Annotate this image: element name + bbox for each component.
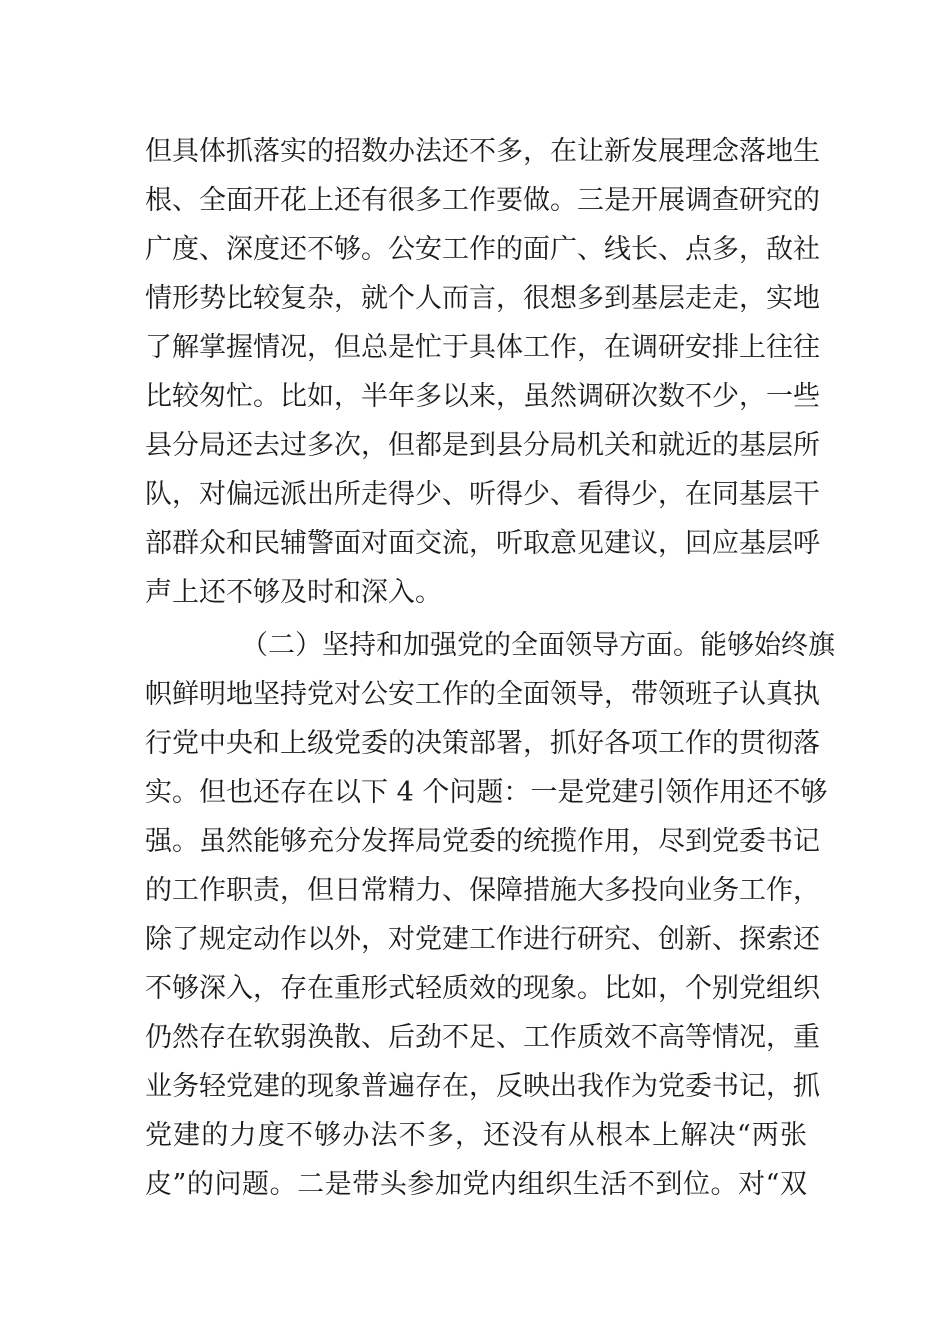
text-line: 县分局还去过多次，但都是到县分局机关和就近的基层所 bbox=[145, 430, 820, 461]
text-line: 皮”的问题。二是带头参加党内组织生活不到位。对“双 bbox=[145, 1169, 807, 1200]
text-line: 声上还不够及时和深入。 bbox=[145, 577, 442, 608]
text-line: 业务轻党建的现象普遍存在，反映出我作为党委书记，抓 bbox=[145, 1071, 820, 1102]
section-heading-line: （二）坚持和加强党的全面领导方面。能够始终旗 bbox=[241, 630, 835, 661]
text-line: 了解掌握情况，但总是忙于具体工作，在调研安排上往往 bbox=[145, 332, 820, 363]
text-line: 比较匆忙。比如，半年多以来，虽然调研次数不少，一些 bbox=[145, 381, 820, 412]
text-line: 除了规定动作以外，对党建工作进行研究、创新、探索还 bbox=[145, 924, 820, 955]
text-line: 队，对偏远派出所走得少、听得少、看得少，在同基层干 bbox=[145, 479, 820, 510]
text-line: 广度、深度还不够。公安工作的面广、线长、点多，敌社 bbox=[145, 234, 820, 265]
text-line: 的工作职责，但日常精力、保障措施大多投向业务工作， bbox=[145, 875, 820, 906]
text-line: 帜鲜明地坚持党对公安工作的全面领导，带领班子认真执 bbox=[145, 679, 820, 710]
text-line: 强。虽然能够充分发挥局党委的统揽作用，尽到党委书记 bbox=[145, 826, 820, 857]
text-line: 仍然存在软弱涣散、后劲不足、工作质效不高等情况，重 bbox=[145, 1022, 820, 1053]
text-line: 实。但也还存在以下 4 个问题：一是党建引领作用还不够 bbox=[145, 777, 828, 808]
text-line: 部群众和民辅警面对面交流，听取意见建议，回应基层呼 bbox=[145, 528, 820, 559]
text-line: 但具体抓落实的招数办法还不多，在让新发展理念落地生 bbox=[145, 136, 820, 167]
text-line: 行党中央和上级党委的决策部署，抓好各项工作的贯彻落 bbox=[145, 728, 820, 759]
text-line: 根、全面开花上还有很多工作要做。三是开展调查研究的 bbox=[145, 185, 820, 216]
text-line: 情形势比较复杂，就个人而言，很想多到基层走走，实地 bbox=[145, 283, 820, 314]
text-line: 不够深入，存在重形式轻质效的现象。比如，个别党组织 bbox=[145, 973, 820, 1004]
text-line: 党建的力度不够办法不多，还没有从根本上解决“两张 bbox=[145, 1120, 807, 1151]
